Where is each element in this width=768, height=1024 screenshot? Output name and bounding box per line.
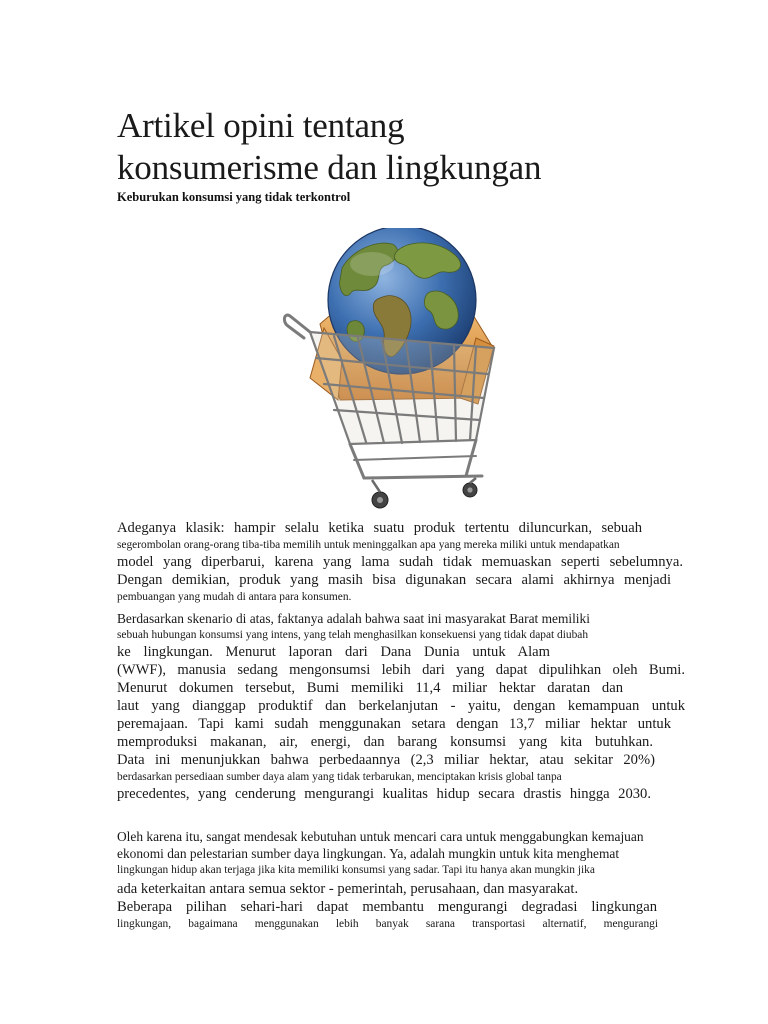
text-line: Adeganya klasik: hampir selalu ketika suatu produk tertentu diluncurkan, sebuah bbox=[117, 520, 642, 536]
text-line: (WWF), manusia sedang mengonsumsi lebih dari yang dapat dipulihkan oleh Bumi. bbox=[117, 662, 685, 678]
text-line: segerombolan orang-orang tiba-tiba memilih untuk meninggalkan apa yang mereka miliki untuk mendapatkan bbox=[117, 539, 620, 551]
text-line: precedentes, yang cenderung mengurangi kualitas hidup secara drastis hingga 2030. bbox=[117, 786, 651, 802]
article-header bbox=[117, 105, 717, 205]
text-line: ada keterkaitan antara semua sektor - pemerintah, perusahaan, dan masyarakat. bbox=[117, 881, 579, 897]
text-line: laut yang dianggap produktif dan berkelanjutan - yaitu, dengan kemampuan untuk bbox=[117, 698, 685, 714]
paragraph-2 bbox=[117, 610, 717, 803]
text-line: Menurut dokumen tersebut, Bumi memiliki 11,4 miliar hektar daratan dan bbox=[117, 680, 623, 696]
text-line: Dengan demikian, produk yang masih bisa digunakan secara alami akhirnya menjadi bbox=[117, 572, 671, 588]
text-line: lingkungan hidup akan terjaga jika kita memiliki konsumsi yang sadar. Tapi itu hanya akan mungkin jika bbox=[117, 864, 595, 876]
text-line: Berdasarkan skenario di atas, faktanya adalah bahwa saat ini masyarakat Barat memiliki bbox=[117, 611, 590, 626]
text-line: Oleh karena itu, sangat mendesak kebutuhan untuk mencari cara untuk menggabungkan kemajuan bbox=[117, 829, 644, 844]
paragraph-3 bbox=[117, 828, 717, 932]
text-line: Beberapa pilihan sehari-hari dapat membantu mengurangi degradasi lingkungan bbox=[117, 899, 657, 915]
text-line: berdasarkan persediaan sumber daya alam yang tidak terbarukan, menciptakan krisis global tanpa bbox=[117, 771, 562, 783]
globe-in-shopping-cart-icon bbox=[280, 228, 502, 514]
text-line: lingkungan, bagaimana menggunakan lebih banyak sarana transportasi alternatif, mengurangi bbox=[117, 918, 658, 930]
text-line: peremajaan. Tapi kami sudah menggunakan setara dengan 13,7 miliar hektar untuk bbox=[117, 716, 671, 732]
text-line: memproduksi makanan, air, energi, dan barang konsumsi yang kita butuhkan. bbox=[117, 734, 653, 750]
article-title bbox=[117, 105, 717, 189]
article-subtitle: Keburukan konsumsi yang tidak terkontrol bbox=[117, 190, 351, 204]
text-line: pembuangan yang mudah di antara para konsumen. bbox=[117, 591, 352, 603]
text-line: ekonomi dan pelestarian sumber daya lingkungan. Ya, adalah mungkin untuk kita menghemat bbox=[117, 846, 620, 861]
text-line: sebuah hubungan konsumsi yang intens, yang telah menghasilkan konsekuensi yang tidak dapat diubah bbox=[117, 629, 589, 641]
paragraph-1 bbox=[117, 519, 717, 605]
text-line: Data ini menunjukkan bahwa perbedaannya (2,3 miliar hektar, atau sekitar 20%) bbox=[117, 752, 655, 768]
text-line: ke lingkungan. Menurut laporan dari Dana Dunia untuk Alam bbox=[117, 644, 550, 660]
article-title-line: konsumerisme dan lingkungan bbox=[117, 148, 542, 187]
article-title-line: Artikel opini tentang bbox=[117, 106, 405, 145]
text-line: model yang diperbarui, karena yang lama sudah tidak memuaskan seperti sebelumnya. bbox=[117, 554, 683, 570]
